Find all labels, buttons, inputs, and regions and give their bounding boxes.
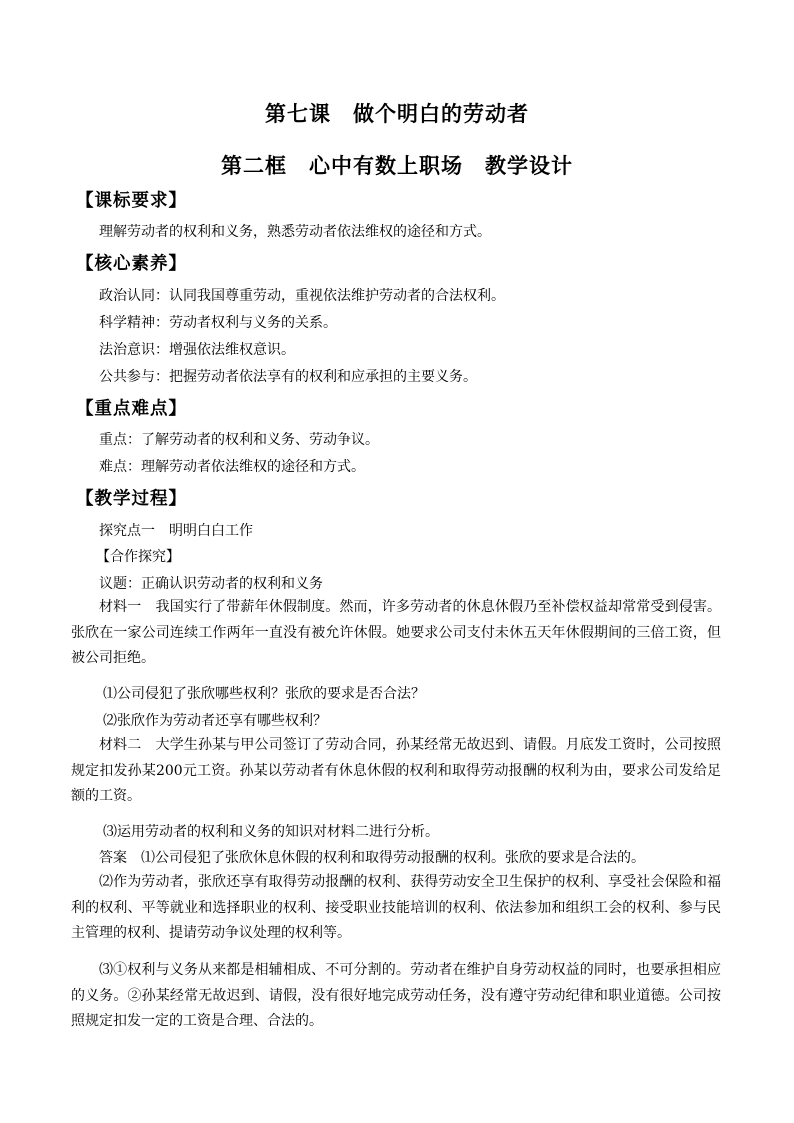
- explore-point-title: 探究点一 明明白白工作: [99, 523, 253, 539]
- question-one: ⑴公司侵犯了张欣哪些权利？张欣的要求是否合法？: [103, 686, 425, 702]
- answer-one: 答案 ⑴公司侵犯了张欣休息休假的权利和取得劳动报酬的权利。张欣的要求是合法的。: [99, 850, 645, 866]
- key-point-item: 难点：理解劳动者依法维权的途径和方式。: [99, 459, 365, 475]
- material-two-paragraph: 材料二 大学生孙某与甲公司签订了劳动合同，孙某经常无故迟到、请假。月底发工资时，公司按照规定扣发孙某200元工资。孙某以劳动者有休息休假的权利和取得劳动报酬的权利为由，要求公司发给足额的工资。: [71, 737, 721, 804]
- section-heading-literacy: 【核心素养】: [76, 254, 187, 274]
- key-point-item: 重点：了解劳动者的权利和义务、劳动争议。: [99, 432, 379, 448]
- cooperative-heading: 【合作探究】: [96, 549, 180, 565]
- section-heading-process: 【教学过程】: [76, 489, 187, 509]
- answer-three-paragraph: ⑶①权利与义务从来都是相辅相成、不可分割的。劳动者在维护自身劳动权益的同时，也要承担相应的义务。②孙某经常无故迟到、请假，没有很好地完成劳动任务，没有遵守劳动纪律和职业道德。公司按照规定扣发一定的工资是合理、合法的。: [71, 962, 721, 1029]
- literacy-item: 公共参与：把握劳动者依法享有的权利和应承担的主要义务。: [99, 369, 477, 385]
- answer-two-paragraph: ⑵作为劳动者，张欣还享有取得劳动报酬的权利、获得劳动安全卫生保护的权利、享受社会保险和福利的权利、平等就业和选择职业的权利、接受职业技能培训的权利、依法参加和组织工会的权利、参与民主管理的权利、提请劳动争议处理的权利等。: [71, 874, 721, 941]
- section-heading-key-points: 【重点难点】: [76, 399, 187, 419]
- literacy-item: 政治认同：认同我国尊重劳动，重视依法维护劳动者的合法权利。: [99, 288, 505, 304]
- question-three: ⑶运用劳动者的权利和义务的知识对材料二进行分析。: [103, 824, 439, 840]
- standard-text: 理解劳动者的权利和义务，熟悉劳动者依法维权的途径和方式。: [99, 224, 491, 240]
- literacy-item: 科学精神：劳动者权利与义务的关系。: [99, 315, 337, 331]
- lesson-title: 第七课 做个明白的劳动者: [265, 101, 529, 126]
- section-heading-standard: 【课标要求】: [76, 191, 187, 211]
- material-one-paragraph: 材料一 我国实行了带薪年休假制度。然而，许多劳动者的休息休假乃至补偿权益却常常受到侵害。张欣在一家公司连续工作两年一直没有被允许休假。她要求公司支付未休五天年休假期间的三倍工资，但被公司拒绝。: [71, 599, 721, 666]
- question-two: ⑵张欣作为劳动者还享有哪些权利？: [103, 713, 327, 729]
- lesson-subtitle: 第二框 心中有数上职场 教学设计: [221, 153, 573, 178]
- topic-text: 议题：正确认识劳动者的权利和义务: [99, 576, 323, 592]
- literacy-item: 法治意识：增强依法维权意识。: [99, 342, 295, 358]
